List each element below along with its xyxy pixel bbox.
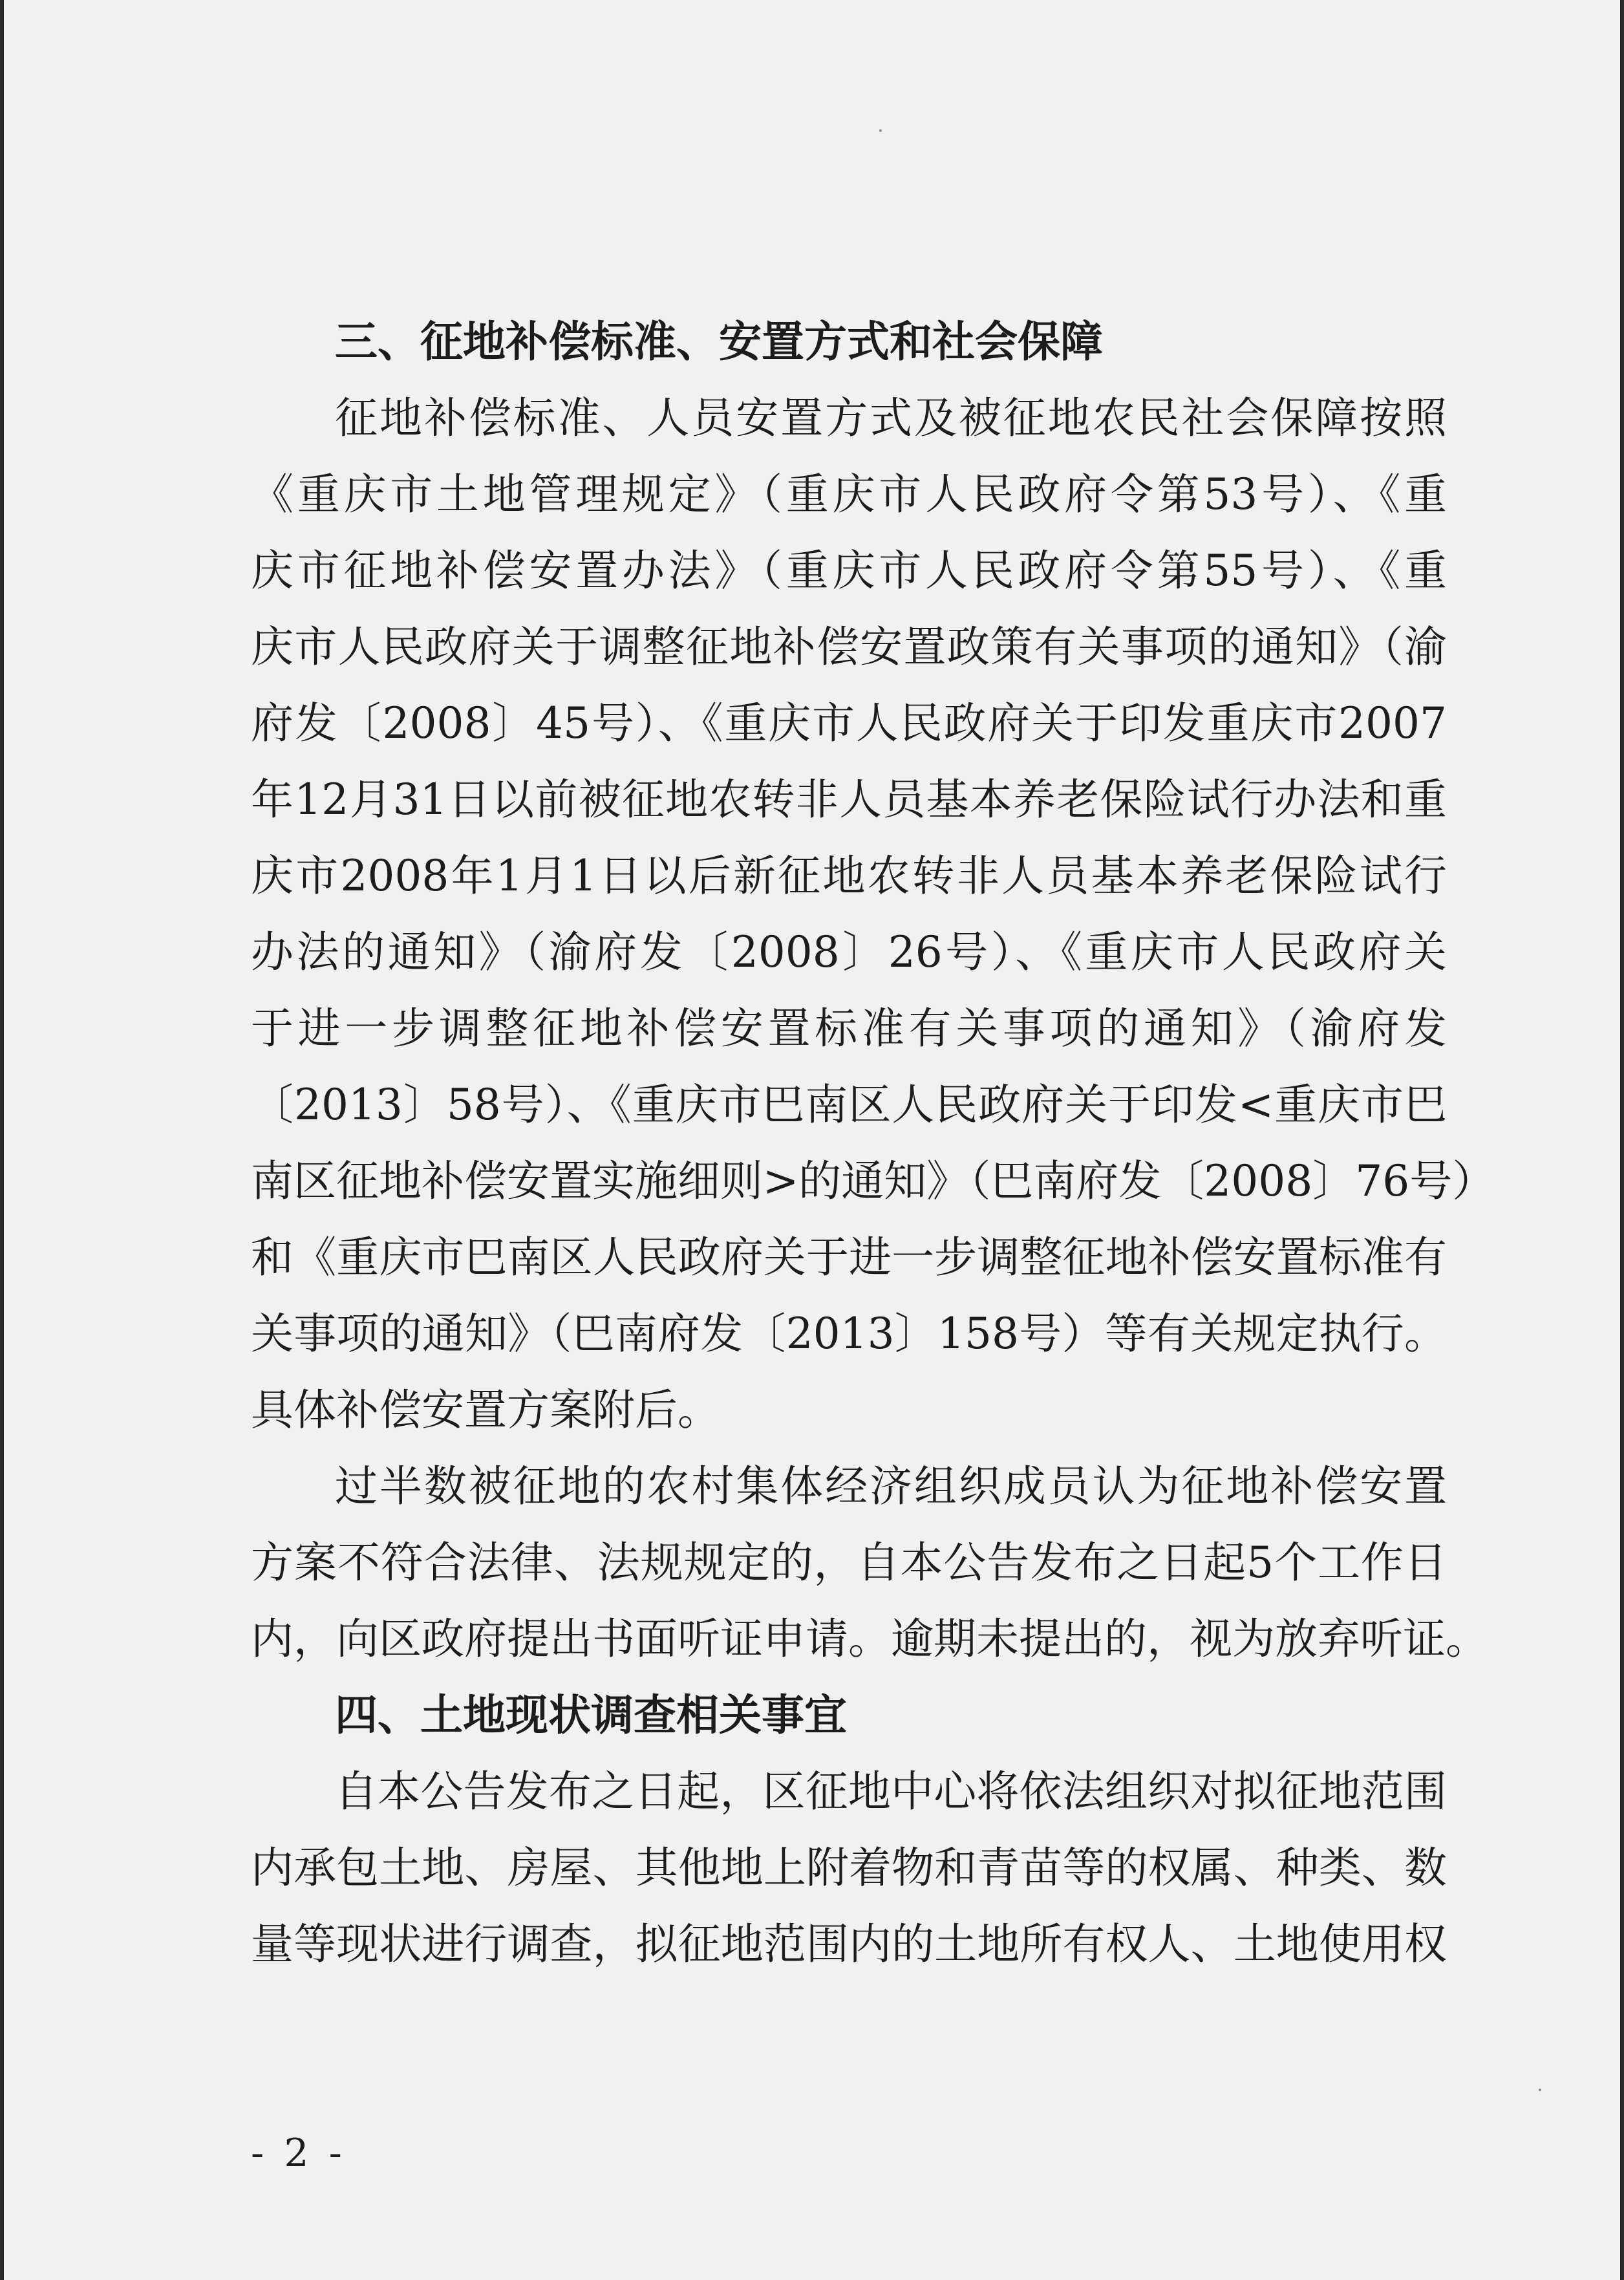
scan-border-left — [0, 0, 4, 2280]
scan-border-right — [1620, 0, 1624, 2280]
text-line: 于进一步调整征地补偿安置标准有关事项的通知》（渝府发 — [251, 1004, 1447, 1053]
text-line: 〔2013〕58号）、《重庆市巴南区人民政府关于印发<重庆市巴 — [251, 1080, 1447, 1130]
text-line: 和《重庆市巴南区人民政府关于进一步调整征地补偿安置标准有 — [251, 1232, 1447, 1282]
text-line: 关事项的通知》（巴南府发〔2013〕158号）等有关规定执行。 — [251, 1309, 1447, 1359]
text-line: 庆市2008年1月1日以后新征地农转非人员基本养老保险试行 — [251, 851, 1447, 901]
text-line: 府发〔2008〕45号）、《重庆市人民政府关于印发重庆市2007 — [251, 698, 1447, 748]
text-line: 庆市人民政府关于调整征地补偿安置政策有关事项的通知》（渝 — [251, 622, 1447, 672]
section-3-paragraph-2 — [251, 1448, 1488, 1677]
document-body — [251, 304, 1495, 1983]
scan-speck — [879, 129, 882, 132]
text-line: 庆市征地补偿安置办法》（重庆市人民政府令第55号）、《重 — [251, 546, 1447, 596]
text-line: 征地补偿标准、人员安置方式及被征地农民社会保障按照 — [335, 393, 1447, 443]
text-line: 内承包土地、房屋、其他地上附着物和青苗等的权属、种类、数 — [251, 1843, 1447, 1893]
text-line: 《重庆市土地管理规定》（重庆市人民政府令第53号）、《重 — [251, 469, 1447, 519]
section-3-paragraph-1 — [251, 380, 1495, 1448]
text-line: 具体补偿安置方案附后。 — [251, 1385, 720, 1435]
text-line: 办法的通知》（渝府发〔2008〕26号）、《重庆市人民政府关 — [251, 927, 1447, 977]
text-line: 自本公告发布之日起，区征地中心将依法组织对拟征地范围 — [335, 1767, 1447, 1816]
text-line: 过半数被征地的农村集体经济组织成员认为征地补偿安置 — [335, 1461, 1447, 1511]
section-heading-4: 四、土地现状调查相关事宜 — [335, 1690, 847, 1740]
text-line: 内，向区政府提出书面听证申请。逾期未提出的，视为放弃听证。 — [251, 1614, 1488, 1664]
text-line: 南区征地补偿安置实施细则>的通知》（巴南府发〔2008〕76号） — [251, 1156, 1495, 1206]
text-line: 方案不符合法律、法规规定的，自本公告发布之日起5个工作日 — [251, 1538, 1447, 1587]
scan-speck — [1539, 2089, 1541, 2091]
text-line: 年12月31日以前被征地农转非人员基本养老保险试行办法和重 — [251, 775, 1447, 824]
section-4-paragraph-1 — [251, 1754, 1447, 1983]
text-line: 量等现状进行调查，拟征地范围内的土地所有权人、土地使用权 — [251, 1919, 1447, 1969]
section-heading-3: 三、征地补偿标准、安置方式和社会保障 — [335, 317, 1103, 367]
page-number: - 2 - — [251, 2131, 346, 2176]
